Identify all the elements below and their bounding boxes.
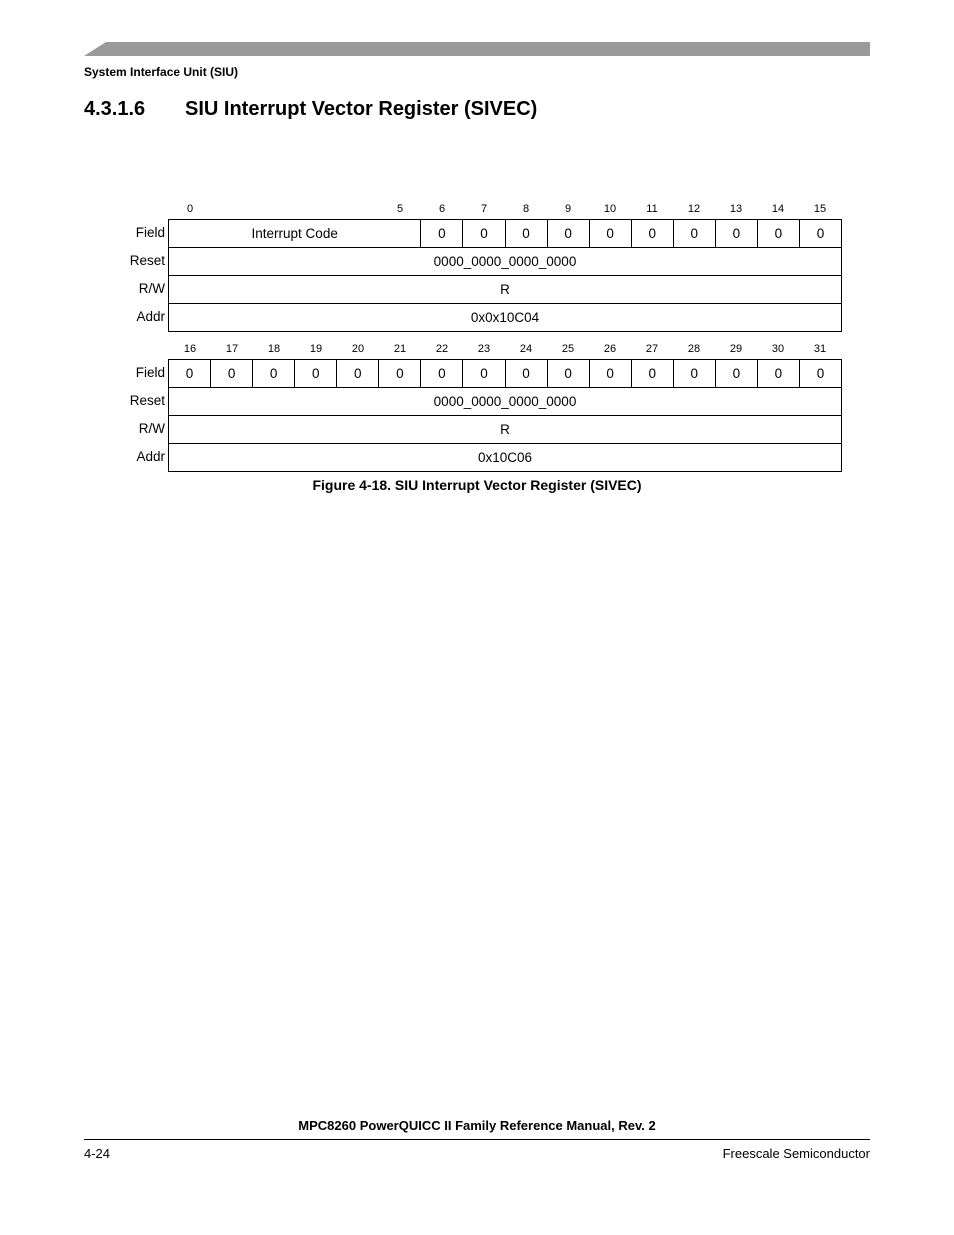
register-table-lower (168, 359, 842, 472)
bit-number: 18 (267, 343, 281, 355)
field-bit: 0 (631, 220, 673, 248)
heading-title: SIU Interrupt Vector Register (SIVEC) (185, 98, 538, 120)
bit-number: 17 (225, 343, 239, 355)
page-number: 4-24 (84, 1146, 111, 1161)
bit-number: 11 (646, 203, 658, 215)
bit-number: 24 (519, 343, 533, 355)
field-bit: 0 (673, 360, 715, 388)
heading-number: 4.3.1.6 (84, 98, 146, 120)
field-bit: 0 (589, 360, 631, 388)
field-bit: 0 (505, 360, 547, 388)
row-label-reset: Reset (129, 253, 165, 268)
bit-number: 27 (645, 343, 659, 355)
field-bit: 0 (589, 220, 631, 248)
bit-number: 5 (396, 203, 404, 215)
field-bit: 0 (379, 360, 421, 388)
bit-number: 30 (771, 343, 785, 355)
header-banner (84, 42, 870, 56)
reset-value: 0000_0000_0000_0000 (169, 388, 842, 416)
row-label-reset: Reset (129, 393, 165, 408)
bit-number: 16 (183, 343, 197, 355)
footer-divider (84, 1139, 870, 1140)
field-bit: 0 (253, 360, 295, 388)
field-bit: 0 (757, 360, 799, 388)
field-bit: 0 (421, 220, 463, 248)
addr-row (169, 444, 842, 472)
footer-manual-title: MPC8260 PowerQUICC II Family Reference Manual, Rev. 2 (298, 1118, 656, 1133)
bit-number: 23 (477, 343, 491, 355)
row-label-addr: Addr (136, 449, 165, 464)
bit-number: 0 (186, 203, 194, 215)
bit-number: 25 (561, 343, 575, 355)
bit-number: 26 (603, 343, 617, 355)
bit-number: 21 (393, 343, 407, 355)
field-bit: 0 (211, 360, 253, 388)
rw-value: R (169, 416, 842, 444)
field-bit: 0 (799, 220, 841, 248)
bit-number: 7 (480, 203, 488, 215)
bit-number: 29 (729, 343, 743, 355)
register-table-upper (168, 219, 842, 332)
field-bit: 0 (337, 360, 379, 388)
field-bit: 0 (715, 360, 757, 388)
bit-number: 9 (564, 203, 572, 215)
field-bit: 0 (505, 220, 547, 248)
section-heading (84, 98, 537, 121)
field-bit: 0 (757, 220, 799, 248)
row-label-rw: R/W (138, 281, 165, 296)
addr-row (169, 304, 842, 332)
bit-number: 15 (813, 203, 827, 215)
reset-row (169, 248, 842, 276)
field-bit: 0 (715, 220, 757, 248)
field-bit: 0 (547, 220, 589, 248)
field-bit: 0 (463, 220, 505, 248)
interrupt-code-field: Interrupt Code (169, 220, 421, 248)
field-bit: 0 (631, 360, 673, 388)
bit-number: 31 (813, 343, 827, 355)
section-label: System Interface Unit (SIU) (84, 65, 239, 79)
bit-number: 8 (522, 203, 530, 215)
field-bit: 0 (295, 360, 337, 388)
rw-row (169, 416, 842, 444)
bit-number: 6 (438, 203, 446, 215)
row-label-field: Field (135, 225, 165, 240)
footer-company: Freescale Semiconductor (722, 1146, 870, 1161)
field-bit: 0 (547, 360, 589, 388)
bit-number: 12 (687, 203, 701, 215)
bit-number: 13 (729, 203, 743, 215)
field-bit: 0 (169, 360, 211, 388)
field-bit: 0 (799, 360, 841, 388)
row-label-addr: Addr (136, 309, 165, 324)
bit-number: 20 (351, 343, 365, 355)
bit-number: 19 (309, 343, 323, 355)
figure-caption: Figure 4-18. SIU Interrupt Vector Register (SIVEC) (312, 477, 642, 493)
bit-number: 28 (687, 343, 701, 355)
field-row (169, 360, 842, 388)
reset-value: 0000_0000_0000_0000 (169, 248, 842, 276)
addr-value: 0x0x10C04 (169, 304, 842, 332)
rw-row (169, 276, 842, 304)
field-bit: 0 (421, 360, 463, 388)
row-label-rw: R/W (138, 421, 165, 436)
field-bit: 0 (673, 220, 715, 248)
field-bit: 0 (463, 360, 505, 388)
addr-value: 0x10C06 (169, 444, 842, 472)
row-label-field: Field (135, 365, 165, 380)
bit-number: 22 (435, 343, 449, 355)
rw-value: R (169, 276, 842, 304)
field-row (169, 220, 842, 248)
bit-number: 10 (603, 203, 617, 215)
bit-number: 14 (771, 203, 785, 215)
reset-row (169, 388, 842, 416)
